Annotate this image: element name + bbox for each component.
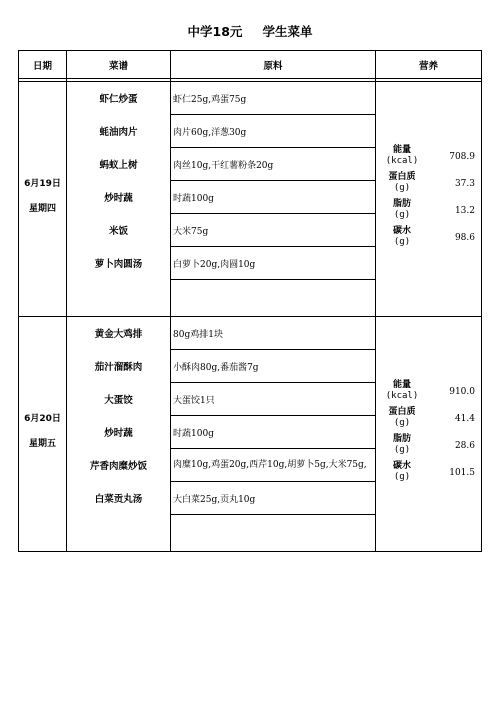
dish-name: 米饭	[67, 214, 171, 247]
nutrition-label	[376, 224, 428, 251]
nutrient-unit: (g)	[393, 237, 411, 247]
ingredients	[171, 280, 376, 313]
dish-name: 大蛋饺	[67, 383, 171, 416]
dish-name: 茄汁溜酥肉	[67, 350, 171, 383]
nutrition-item	[376, 432, 481, 459]
ingredients: 肉丝10g,干红薯粉条20g	[171, 148, 376, 181]
nutrition-label	[376, 405, 428, 432]
nutrient-value: 41.4	[454, 413, 475, 424]
nutrient-unit: (kcal)	[385, 156, 419, 166]
table-row	[19, 317, 482, 350]
date-label: 6月20日	[24, 414, 61, 424]
date-cell	[19, 82, 67, 313]
ingredients: 大蛋饺1只	[171, 383, 376, 416]
menu-table	[18, 50, 482, 552]
nutrition-cell	[376, 82, 482, 313]
nutrient-name: 碳水	[392, 461, 411, 471]
day-separator	[19, 547, 482, 552]
dish-name: 蚝油肉片	[67, 115, 171, 148]
nutrition-label	[376, 143, 428, 170]
nutrition-label	[376, 432, 428, 459]
nutrient-value: 28.6	[454, 440, 475, 451]
nutrition-item	[376, 224, 481, 251]
nutrient-name: 能量	[392, 145, 411, 155]
nutrient-unit: (g)	[393, 183, 411, 193]
dish-name: 炒时蔬	[67, 181, 171, 214]
dish-name: 萝卜肉圆汤	[67, 247, 171, 280]
nutrient-name: 脂肪	[392, 199, 411, 209]
nutrient-value: 98.6	[454, 232, 475, 243]
dish-name: 蚂蚁上树	[67, 148, 171, 181]
nutrition-item	[376, 197, 481, 224]
header-ingredients: 原料	[171, 51, 376, 79]
nutrient-name: 碳水	[392, 226, 411, 236]
ingredients: 小酥肉80g,番茄酱7g	[171, 350, 376, 383]
nutrient-value: 101.5	[449, 467, 475, 478]
nutrient-name: 能量	[392, 380, 411, 390]
ingredients: 时蔬100g	[171, 416, 376, 449]
weekday-label: 星期四	[28, 204, 56, 214]
weekday-label: 星期五	[28, 439, 56, 449]
ingredients: 大白菜25g,贡丸10g	[171, 482, 376, 515]
nutrition-label	[376, 197, 428, 224]
dish-name: 黄金大鸡排	[67, 317, 171, 350]
date-label: 6月19日	[24, 179, 61, 189]
nutrient-name: 蛋白质	[388, 172, 416, 182]
nutrition-item	[376, 378, 481, 405]
nutrient-unit: (g)	[393, 418, 411, 428]
header-dish: 菜谱	[67, 51, 171, 79]
dish-name: 白菜贡丸汤	[67, 482, 171, 515]
nutrition-list	[376, 378, 481, 486]
nutrient-name: 脂肪	[392, 434, 411, 444]
nutrition-cell	[376, 317, 482, 548]
nutrition-item	[376, 405, 481, 432]
table-header-row	[19, 51, 482, 79]
dish-name: 炒时蔬	[67, 416, 171, 449]
dish-name	[67, 280, 171, 313]
nutrient-value: 37.3	[454, 178, 475, 189]
ingredients: 80g鸡排1块	[171, 317, 376, 350]
ingredients: 白萝卜20g,肉圆10g	[171, 247, 376, 280]
nutrient-name: 蛋白质	[388, 407, 416, 417]
table-row	[19, 82, 482, 115]
nutrient-unit: (g)	[393, 445, 411, 455]
nutrient-value: 13.2	[454, 205, 475, 216]
ingredients	[171, 515, 376, 548]
dish-name: 芹香肉糜炒饭	[67, 449, 171, 482]
title-school: 中学18元	[187, 24, 243, 39]
ingredients: 大米75g	[171, 214, 376, 247]
nutrition-label	[376, 378, 428, 405]
dish-name	[67, 515, 171, 548]
nutrient-unit: (kcal)	[385, 391, 419, 401]
nutrition-item	[376, 170, 481, 197]
ingredients: 肉片60g,洋葱30g	[171, 115, 376, 148]
header-date: 日期	[19, 51, 67, 79]
nutrition-label	[376, 170, 428, 197]
nutrition-list	[376, 143, 481, 251]
ingredients: 时蔬100g	[171, 181, 376, 214]
ingredients: 虾仁25g,鸡蛋75g	[171, 82, 376, 115]
header-nutrition: 营养	[376, 51, 482, 79]
dish-name: 虾仁炒蛋	[67, 82, 171, 115]
ingredients: 肉糜10g,鸡蛋20g,西芹10g,胡萝卜5g,大米75g,	[171, 449, 376, 482]
nutrient-value: 910.0	[449, 386, 475, 397]
nutrition-item	[376, 459, 481, 486]
nutrient-unit: (g)	[393, 472, 411, 482]
nutrient-unit: (g)	[393, 210, 411, 220]
page-title	[0, 22, 500, 40]
title-menu: 学生菜单	[262, 24, 313, 39]
nutrient-value: 708.9	[449, 151, 475, 162]
date-cell	[19, 317, 67, 548]
nutrition-label	[376, 459, 428, 486]
nutrition-item	[376, 143, 481, 170]
